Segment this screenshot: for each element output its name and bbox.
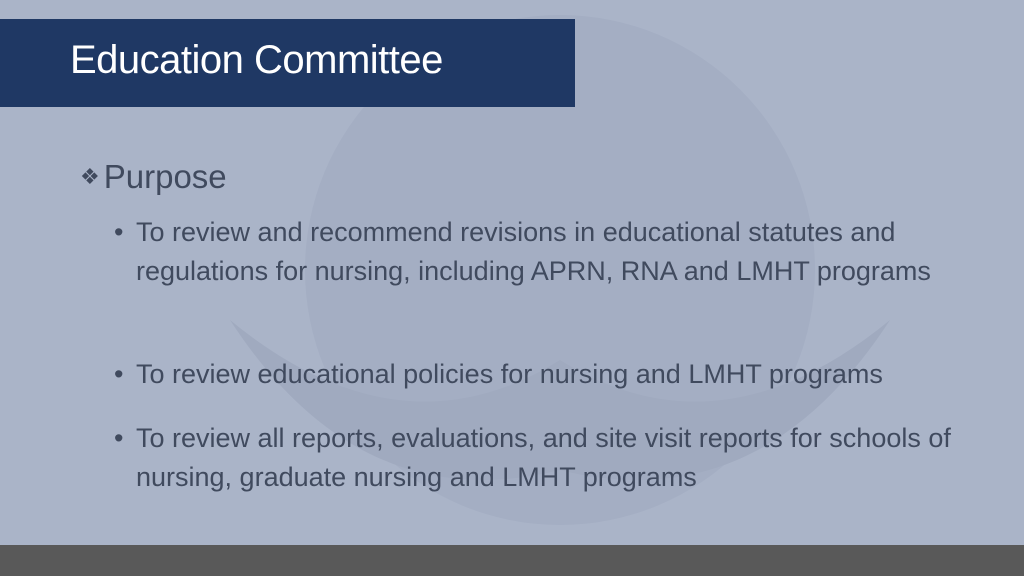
diamond-bullet-icon: ❖ xyxy=(80,164,100,189)
bullet-item-3 xyxy=(114,419,956,496)
footer-bar xyxy=(0,545,1024,576)
bullet-text-1: To review and recommend revisions in educational statutes and regulations for nursing, including APRN, RNA and LMHT programs xyxy=(136,217,931,286)
slide-title: Education Committee xyxy=(70,38,443,82)
bullet-dot-icon: • xyxy=(114,359,124,389)
bullet-dot-icon: • xyxy=(114,423,124,453)
bullet-text-2: To review educational policies for nursing and LMHT programs xyxy=(136,359,883,389)
bullet-item-1 xyxy=(114,213,956,290)
purpose-heading xyxy=(80,158,227,196)
bullet-dot-icon: • xyxy=(114,217,124,247)
bullet-item-2 xyxy=(114,355,956,394)
bullet-text-3: To review all reports, evaluations, and site visit reports for schools of nursing, graduate nursing and LMHT programs xyxy=(136,423,951,492)
purpose-label: Purpose xyxy=(103,158,227,195)
